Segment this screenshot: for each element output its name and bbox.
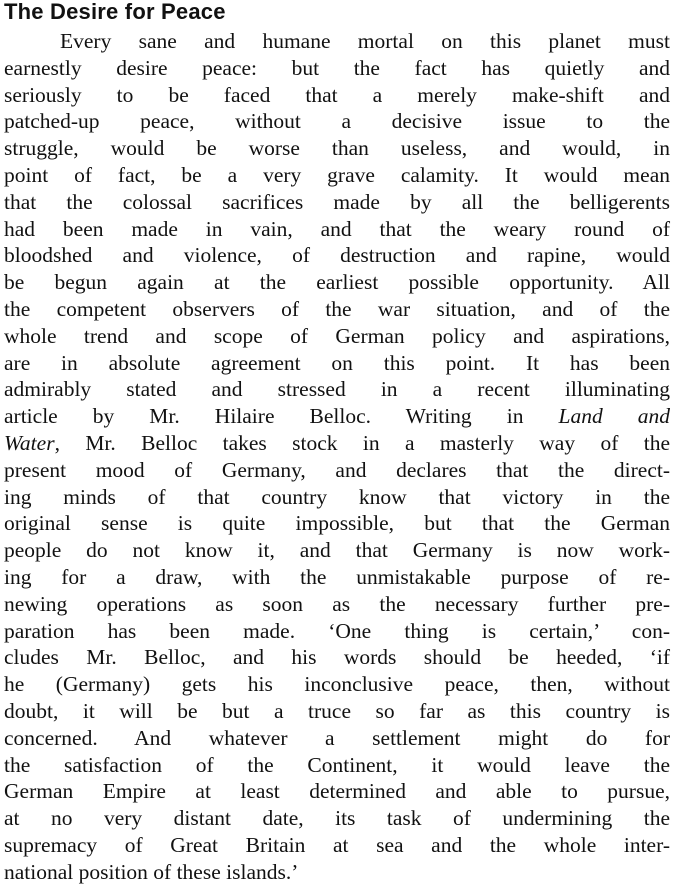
text-fragment: , Mr. Belloc takes stock in a masterly way of the [54, 430, 670, 455]
text-line: newing operations as soon as the necessary further pre- [4, 591, 670, 616]
text-line-with-italic [4, 430, 670, 457]
text-line: doubt, it will be but a truce so far as this country is [4, 698, 670, 723]
text-line: bloodshed and violence, of destruction and rapine, would [4, 243, 670, 268]
text-line: earnestly desire peace: but the fact has quietly and [4, 55, 670, 80]
text-line: German Empire at least determined and able to pursue, [4, 779, 670, 804]
text-line: ing for a draw, with the unmistakable purpose of re- [4, 564, 670, 589]
text-line: people do not know it, and that Germany is now work- [4, 538, 670, 563]
text-line: the competent observers of the war situation, and of the [4, 296, 670, 321]
text-line: be begun again at the earliest possible opportunity. All [4, 270, 670, 295]
text-line: patched-up peace, without a decisive issue to the [4, 109, 670, 134]
text-line-with-italic [4, 403, 670, 430]
text-line: present mood of Germany, and declares that the direct- [4, 457, 670, 482]
text-line: cludes Mr. Belloc, and his words should be heeded, ‘if [4, 645, 670, 670]
text-line: paration has been made. ‘One thing is certain,’ con- [4, 618, 670, 643]
text-line: whole trend and scope of German policy and aspirations, [4, 323, 670, 348]
article [4, 0, 670, 886]
text-line: struggle, would be worse than useless, and would, in [4, 136, 670, 161]
text-line: admirably stated and stressed in a recent illuminating [4, 377, 670, 402]
text-line: supremacy of Great Britain at sea and the whole inter- [4, 832, 670, 857]
italic-publication-title: Land and [558, 404, 670, 429]
text-line: the satisfaction of the Continent, it would leave the [4, 752, 670, 777]
article-title: The Desire for Peace [4, 0, 226, 24]
text-line: ing minds of that country know that victory in the [4, 484, 670, 509]
text-line: are in absolute agreement on this point. It has been [4, 350, 670, 375]
text-line: had been made in vain, and that the weary round of [4, 216, 670, 241]
text-line: point of fact, be a very grave calamity. It would mean [4, 162, 670, 187]
text-line: concerned. And whatever a settlement might do for [4, 725, 670, 750]
text-line: original sense is quite impossible, but that the German [4, 511, 670, 536]
text-fragment: article by Mr. Hilaire Belloc. Writing in [4, 404, 559, 429]
text-line: he (Germany) gets his inconclusive peace, then, without [4, 672, 670, 697]
text-line: that the colossal sacrifices made by all the belligerents [4, 189, 670, 214]
text-line: seriously to be faced that a merely make-shift and [4, 82, 670, 107]
text-line: at no very distant date, its task of undermining the [4, 806, 670, 831]
italic-publication-title: Water [4, 430, 55, 455]
text-line: Every sane and humane mortal on this planet must [60, 29, 670, 53]
article-body [4, 28, 670, 886]
text-line: national position of these islands.’ [4, 859, 299, 884]
